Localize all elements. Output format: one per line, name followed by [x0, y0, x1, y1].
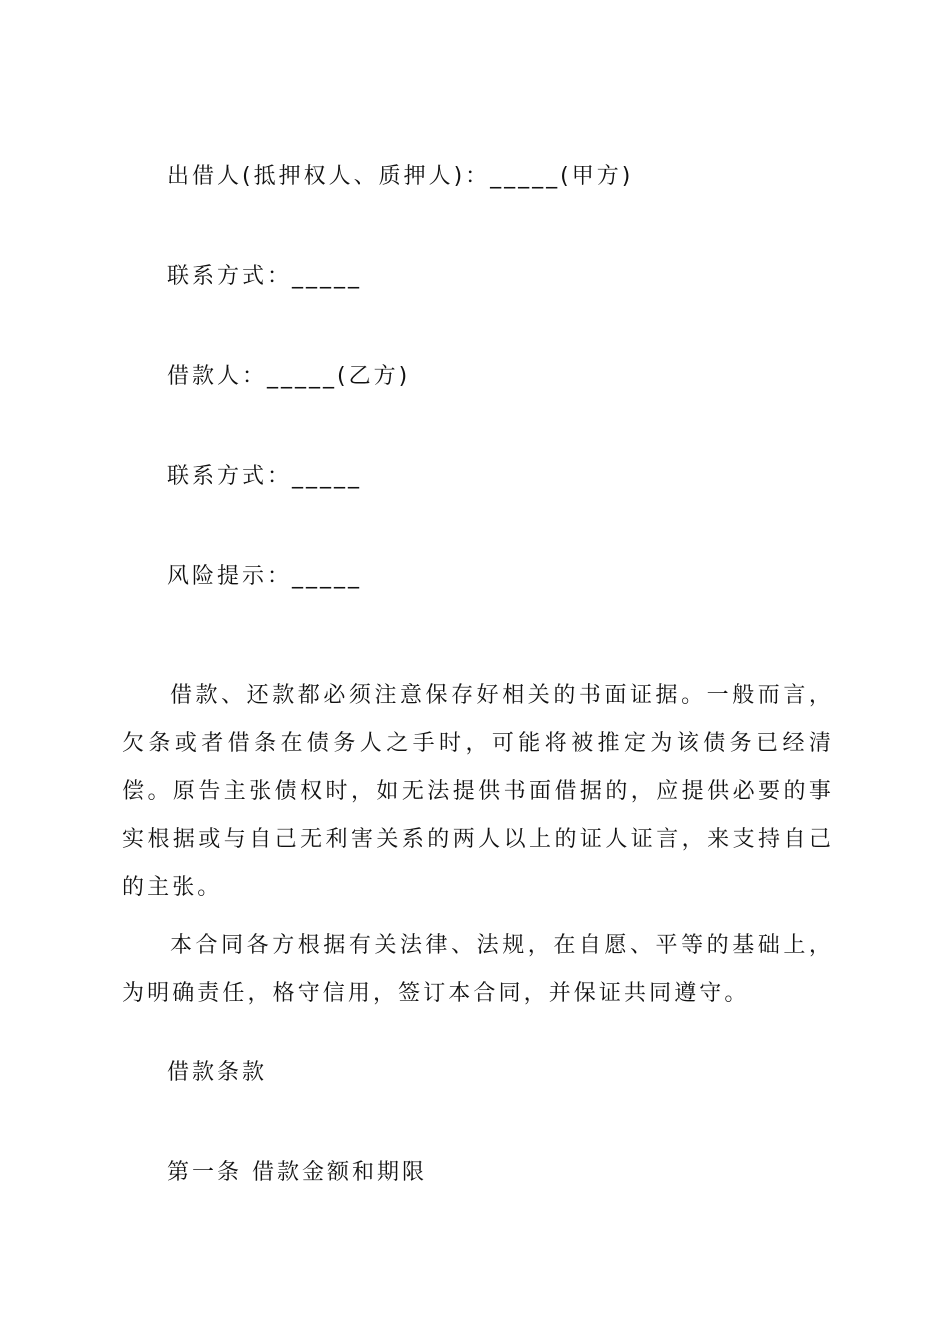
article-one-heading: 第一条 借款金额和期限 [167, 1160, 427, 1185]
borrower-contact-line: 联系方式：_____ [167, 464, 363, 489]
borrower-line: 借款人：_____(乙方) [167, 364, 411, 389]
lender-line: 出借人(抵押权人、质押人)：_____(甲方) [167, 164, 634, 189]
risk-notice-line: 风险提示：_____ [167, 564, 363, 589]
lender-contact-line: 联系方式：_____ [167, 264, 363, 289]
section-heading: 借款条款 [167, 1060, 268, 1085]
agreement-paragraph: 本合同各方根据有关法律、法规，在自愿、平等的基础上，为明确责任，格守信用，签订本合同，并保证共同遵守。 [122, 933, 834, 1006]
risk-paragraph: 借款、还款都必须注意保存好相关的书面证据。一般而言，欠条或者借条在债务人之手时，可能将被推定为该债务已经清偿。原告主张债权时，如无法提供书面借据的，应提供必要的事实根据或与自己无利害关系的两人以上的证人证言，来支持自己的主张。 [122, 683, 834, 900]
